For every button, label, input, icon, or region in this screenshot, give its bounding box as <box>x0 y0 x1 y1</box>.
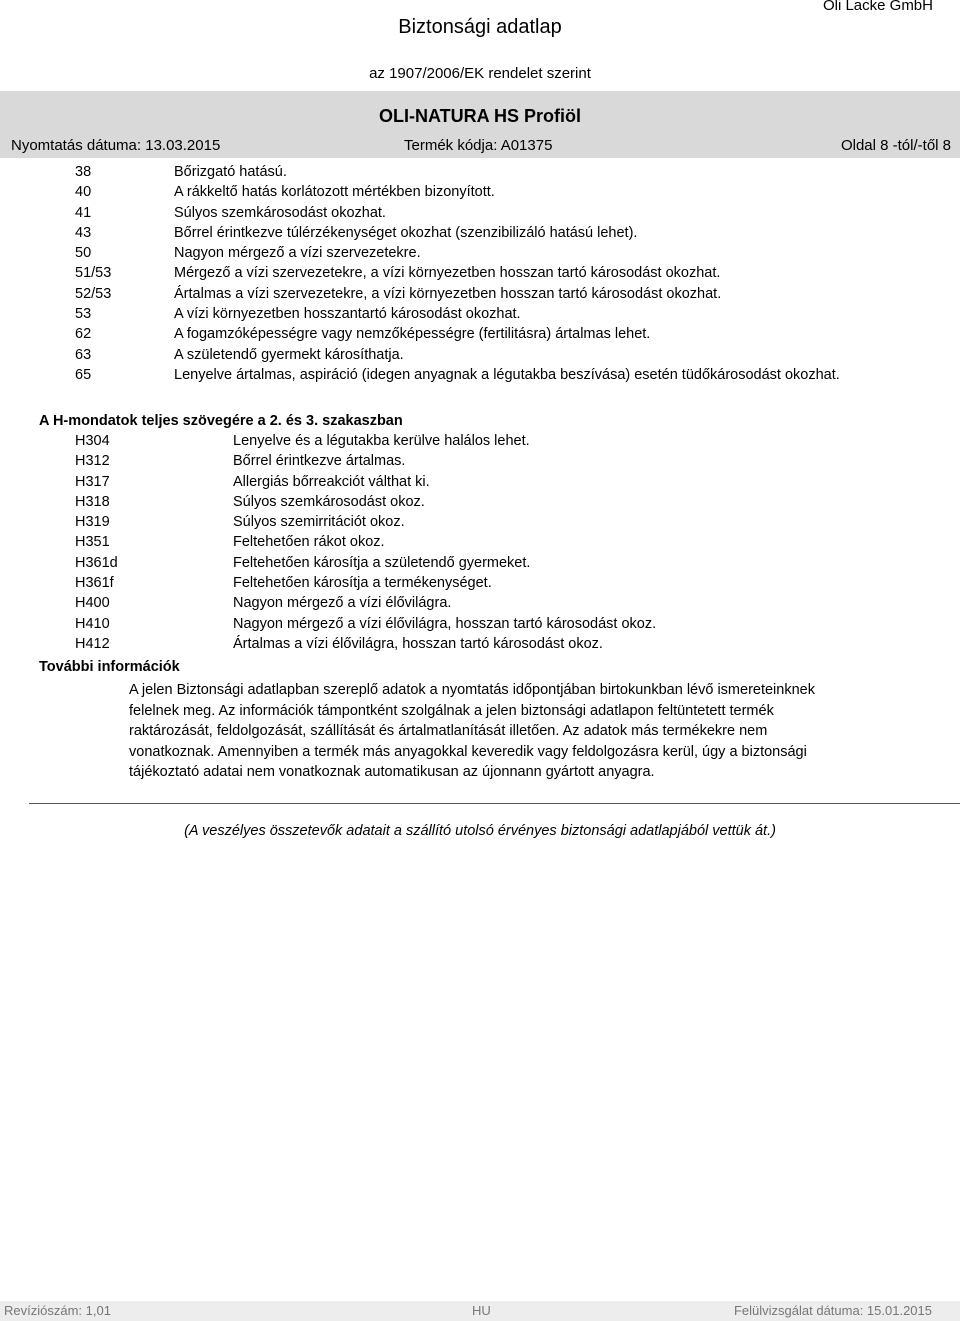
further-info-text: A jelen Biztonsági adatlapban szereplő adatok a nyomtatás időpontjában birtokunkban lévő ismereteinknek felelnek meg. Az információk támpontként szolgálnak a jelen biztonsági adatlapon feltüntetett termék raktározását, feldolgozását, szállítását és ártalmatlanítását illetően. Az adatok más termékekre nem vonatkoznak. Amennyiben a termék más anyagokkal keveredik vagy feldolgozásra kerül, úgy a biztonsági tájékoztató adatai nem vonatkoznak automatikusan az újonnann gyártott anyagra. <box>129 682 815 780</box>
h-statement-text: Nagyon mérgező a vízi élővilágra. <box>233 595 452 612</box>
h-statement-text: Súlyos szemkárosodást okoz. <box>233 493 425 510</box>
r-phrase-text: Lenyelve ártalmas, aspiráció (idegen anyagnak a légutakba beszívása) esetén tüdőkárosodást okozhat. <box>174 366 840 383</box>
r-phrase-code: 53 <box>75 306 92 323</box>
r-phrase-text: Súlyos szemkárosodást okozhat. <box>174 204 386 221</box>
r-phrase-text: Ártalmas a vízi szervezetekre, a vízi környezetben hosszan tartó károsodást okozhat. <box>174 285 722 302</box>
h-statement-text: Feltehetően károsítja a születendő gyermeket. <box>233 554 531 571</box>
r-phrase-row <box>75 324 865 344</box>
h-statement-code: H319 <box>75 514 110 531</box>
h-statement-code: H351 <box>75 534 110 551</box>
h-statement-code: H361d <box>75 554 118 571</box>
company-name: Oli Lacke GmbH <box>822 0 933 14</box>
h-statement-code: H317 <box>75 473 110 490</box>
r-phrase-code: 65 <box>75 366 92 383</box>
print-date: Nyomtatás dátuma: 13.03.2015 <box>11 137 221 154</box>
further-info-heading: További információk <box>39 659 180 675</box>
h-statement-text: Allergiás bőrreakciót válthat ki. <box>233 473 430 490</box>
page-number: Oldal 8 -tól/-től 8 <box>840 137 951 154</box>
h-statement-row <box>75 431 875 451</box>
r-phrase-row <box>75 345 865 365</box>
document-title: Biztonsági adatlap <box>398 16 562 38</box>
h-statement-text: Feltehetően rákot okoz. <box>233 534 385 551</box>
product-name: OLI-NATURA HS Profiöl <box>379 106 581 126</box>
h-statements-heading: A H-mondatok teljes szövegére a 2. és 3. szakaszban <box>39 413 403 429</box>
r-phrase-row <box>75 304 865 324</box>
h-statement-text: Ártalmas a vízi élővilágra, hosszan tartó károsodást okoz. <box>233 635 603 652</box>
h-statement-code: H410 <box>75 615 110 632</box>
h-statement-code: H400 <box>75 595 110 612</box>
r-phrase-text: Nagyon mérgező a vízi szervezetekre. <box>174 245 421 262</box>
h-statement-text: Súlyos szemirritációt okoz. <box>233 514 405 531</box>
h-statement-code: H412 <box>75 635 110 652</box>
r-phrase-code: 41 <box>75 204 92 221</box>
h-statement-row <box>75 451 875 471</box>
r-phrase-code: 51/53 <box>75 265 112 282</box>
h-statement-row <box>75 472 875 492</box>
r-phrase-list <box>75 162 865 385</box>
r-phrase-code: 63 <box>75 346 92 363</box>
r-phrase-row <box>75 263 865 283</box>
h-statement-row <box>75 492 875 512</box>
r-phrase-row <box>75 162 865 182</box>
r-phrase-text: A vízi környezetben hosszantartó károsodást okozhat. <box>174 306 521 323</box>
product-code: Termék kódja: A01375 <box>404 137 553 154</box>
h-statement-list <box>75 431 875 654</box>
r-phrase-row <box>75 223 865 243</box>
r-phrase-row <box>75 365 865 385</box>
h-statement-text: Nagyon mérgező a vízi élővilágra, hosszan tartó károsodást okoz. <box>233 615 657 632</box>
h-statement-row <box>75 553 875 573</box>
r-phrase-code: 50 <box>75 245 92 262</box>
r-phrase-text: A fogamzóképességre vagy nemzőképességre (fertilitásra) ártalmas lehet. <box>174 326 651 343</box>
r-phrase-code: 52/53 <box>75 285 112 302</box>
h-statement-row <box>75 512 875 532</box>
h-statement-row <box>75 634 875 654</box>
h-statement-row <box>75 532 875 552</box>
review-date: Felülvizsgálat dátuma: 15.01.2015 <box>733 1303 932 1318</box>
h-statement-row <box>75 593 875 613</box>
r-phrase-row <box>75 243 865 263</box>
revision-number: Revíziószám: 1,01 <box>4 1303 111 1318</box>
r-phrase-text: Bőrizgató hatású. <box>174 164 287 180</box>
r-phrase-code: 38 <box>75 164 92 180</box>
h-statement-code: H318 <box>75 493 110 510</box>
h-statement-code: H361f <box>75 575 114 592</box>
r-phrase-row <box>75 284 865 304</box>
r-phrase-row <box>75 182 865 202</box>
r-phrase-code: 40 <box>75 184 92 201</box>
r-phrase-text: A születendő gyermekt károsíthatja. <box>174 346 404 363</box>
h-statement-row <box>75 614 875 634</box>
h-statement-text: Lenyelve és a légutakba kerülve halálos lehet. <box>233 433 530 449</box>
r-phrase-row <box>75 203 865 223</box>
h-statement-text: Bőrrel érintkezve ártalmas. <box>233 453 406 470</box>
language-code: HU <box>472 1303 491 1318</box>
r-phrase-code: 62 <box>75 326 92 343</box>
r-phrase-text: A rákkeltő hatás korlátozott mértékben bizonyított. <box>174 184 495 201</box>
h-statement-text: Feltehetően károsítja a termékenységet. <box>233 575 492 592</box>
section-divider <box>29 803 960 804</box>
source-note: (A veszélyes összetevők adatait a szállító utolsó érvényes biztonsági adatlapjából vettük át.) <box>184 823 776 839</box>
r-phrase-text: Mérgező a vízi szervezetekre, a vízi környezetben hosszan tartó károsodást okozhat. <box>174 265 721 282</box>
regulation-reference: az 1907/2006/EK rendelet szerint <box>369 65 591 82</box>
r-phrase-code: 43 <box>75 224 92 241</box>
h-statement-code: H312 <box>75 453 110 470</box>
h-statement-row <box>75 573 875 593</box>
r-phrase-text: Bőrrel érintkezve túlérzékenységet okozhat (szenzibilizáló hatású lehet). <box>174 224 638 241</box>
h-statement-code: H304 <box>75 433 110 449</box>
